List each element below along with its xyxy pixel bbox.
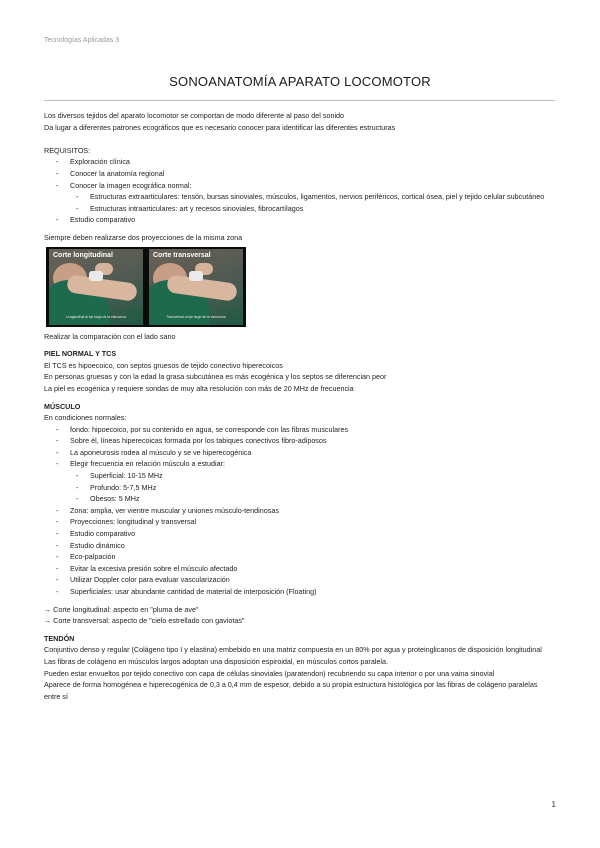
paragraph-line: Pueden estar envueltos por tejido conectivo con capa de células sinoviales (paratendon) recubriendo su capa interior o por una vaina sinovial bbox=[44, 668, 495, 678]
list-item: - Zona: amplia, ver vientre muscular y uniones músculo-tendinosas bbox=[44, 505, 555, 517]
list-item bbox=[44, 458, 555, 504]
page-title: SONOANATOMÍA APARATO LOCOMOTOR bbox=[169, 74, 431, 89]
requisitos-list bbox=[44, 156, 555, 226]
requisitos-heading: REQUISITOS: bbox=[44, 145, 91, 155]
list-item: - Estudio dinámico bbox=[44, 540, 555, 552]
paragraph-line: Aparece de forma homogénea e hiperecogénica de 0,3 a 0,4 mm de espesor, debido a su propia estructura histológica por las fibras de colágeno paralelas entre sí bbox=[44, 680, 538, 701]
list-item: - Proyecciones: longitudinal y transversal bbox=[44, 516, 555, 528]
corte-line: → Corte transversal: aspecto de "cielo estrellado con gaviotas" bbox=[44, 616, 245, 626]
title-divider bbox=[44, 100, 555, 101]
list-item-text: Elegir frecuencia en relación músculo a estudiar: bbox=[70, 459, 226, 469]
list-item: - Sobre él, líneas hiperecoicas formada por los tabiques conectivos fibro-adiposos bbox=[44, 435, 555, 447]
document-body bbox=[44, 110, 555, 702]
list-item: - Evitar la excesiva presión sobre el músculo afectado bbox=[44, 563, 555, 575]
frequency-list bbox=[70, 470, 555, 505]
sub-list bbox=[70, 191, 555, 214]
list-item: - La aponeurosis rodea al músculo y se ve hiperecogénica bbox=[44, 447, 555, 459]
proyecciones-text: Siempre deben realizarse dos proyecciones de la misma zona bbox=[44, 232, 243, 242]
list-item: - Conocer la anatomía regional bbox=[44, 168, 555, 180]
panel-label: Corte longitudinal bbox=[53, 251, 113, 259]
list-item: - Exploración clínica bbox=[44, 156, 555, 168]
probe-icon bbox=[189, 271, 203, 281]
section-heading-tendon: TENDÓN bbox=[44, 633, 75, 643]
list-item bbox=[44, 180, 555, 215]
ultrasound-figure bbox=[46, 247, 246, 327]
list-item: - Estudio comparativo bbox=[44, 214, 555, 226]
corte-line: → Corte longitudinal: aspecto en "pluma de ave" bbox=[44, 604, 199, 614]
page-number: 1 bbox=[551, 800, 556, 809]
sub-list-item: - Profundo: 5-7,5 MHz bbox=[70, 482, 555, 494]
comparacion-text: Realizar la comparación con el lado sano bbox=[44, 331, 176, 341]
paragraph-line: Conjuntivo denso y regular (Colágeno tipo I y elastina) embebido en una matriz compuesta en un 80% por agua y proteinglicanos de disposición longitudinal bbox=[44, 645, 542, 655]
paragraph-line: Las fibras de colágeno en músculos largos adoptan una disposición espiroidal, en músculos cortos paralela. bbox=[44, 656, 389, 666]
list-item: - Utilizar Doppler color para evaluar vascularización bbox=[44, 574, 555, 586]
probe-icon bbox=[89, 271, 103, 281]
paragraph-line: En personas gruesas y con la edad la grasa subcutánea es más ecogénica y los septos se diferencian peor bbox=[44, 372, 387, 382]
paragraph-line: El TCS es hipoecoico, con septos gruesos de tejido conectivo hiperecoicos bbox=[44, 360, 283, 370]
sub-list-item: - Estructuras intraarticulares: art y recesos sinoviales, fibrocartílagos bbox=[70, 203, 555, 215]
panel-caption: Longitudinal al eje largo de la estructura bbox=[65, 314, 127, 319]
musculo-list bbox=[44, 424, 555, 598]
section-heading-piel: PIEL NORMAL Y TCS bbox=[44, 349, 117, 359]
paragraph-line: En condiciones normales: bbox=[44, 413, 127, 423]
figure-panel-transversal bbox=[149, 249, 243, 325]
panel-caption: Transversal al eje largo de la estructura bbox=[166, 314, 226, 319]
section-heading-musculo: MÚSCULO bbox=[44, 401, 81, 411]
intro-line: Los diversos tejidos del aparato locomotor se comportan de modo diferente al paso del sonido bbox=[44, 111, 345, 120]
running-header: Tecnologías Aplicadas 3 bbox=[44, 37, 120, 44]
sub-list-item: - Obesos: 5 MHz bbox=[70, 493, 555, 505]
list-item: - Estudio comparativo bbox=[44, 528, 555, 540]
list-item: - Eco-palpación bbox=[44, 551, 555, 563]
sub-list-item: - Superficial: 10-15 MHz bbox=[70, 470, 555, 482]
intro-line: Da lugar a diferentes patrones ecográficos que es necesario conocer para identificar las diferentes estructuras bbox=[44, 122, 396, 132]
list-item-text: Conocer la imagen ecográfica normal: bbox=[70, 180, 192, 190]
list-item: - fondo: hipoecoico, por su contenido en agua, se corresponde con las fibras musculares bbox=[44, 424, 555, 436]
figure-panel-longitudinal bbox=[49, 249, 143, 325]
list-item: - Superficiales: usar abundante cantidad de material de interposición (Floating) bbox=[44, 586, 555, 598]
paragraph-line: La piel es ecogénica y requiere sondas de muy alta resolución con más de 20 MHz de frecuencia bbox=[44, 383, 354, 393]
panel-label: Corte transversal bbox=[153, 251, 211, 259]
sub-list-item: - Estructuras extraarticulares: tensón, bursas sinoviales, músculos, ligamentos, nervios periféricos, cortical ósea, piel y tejido celular subcutáneo bbox=[70, 191, 555, 203]
